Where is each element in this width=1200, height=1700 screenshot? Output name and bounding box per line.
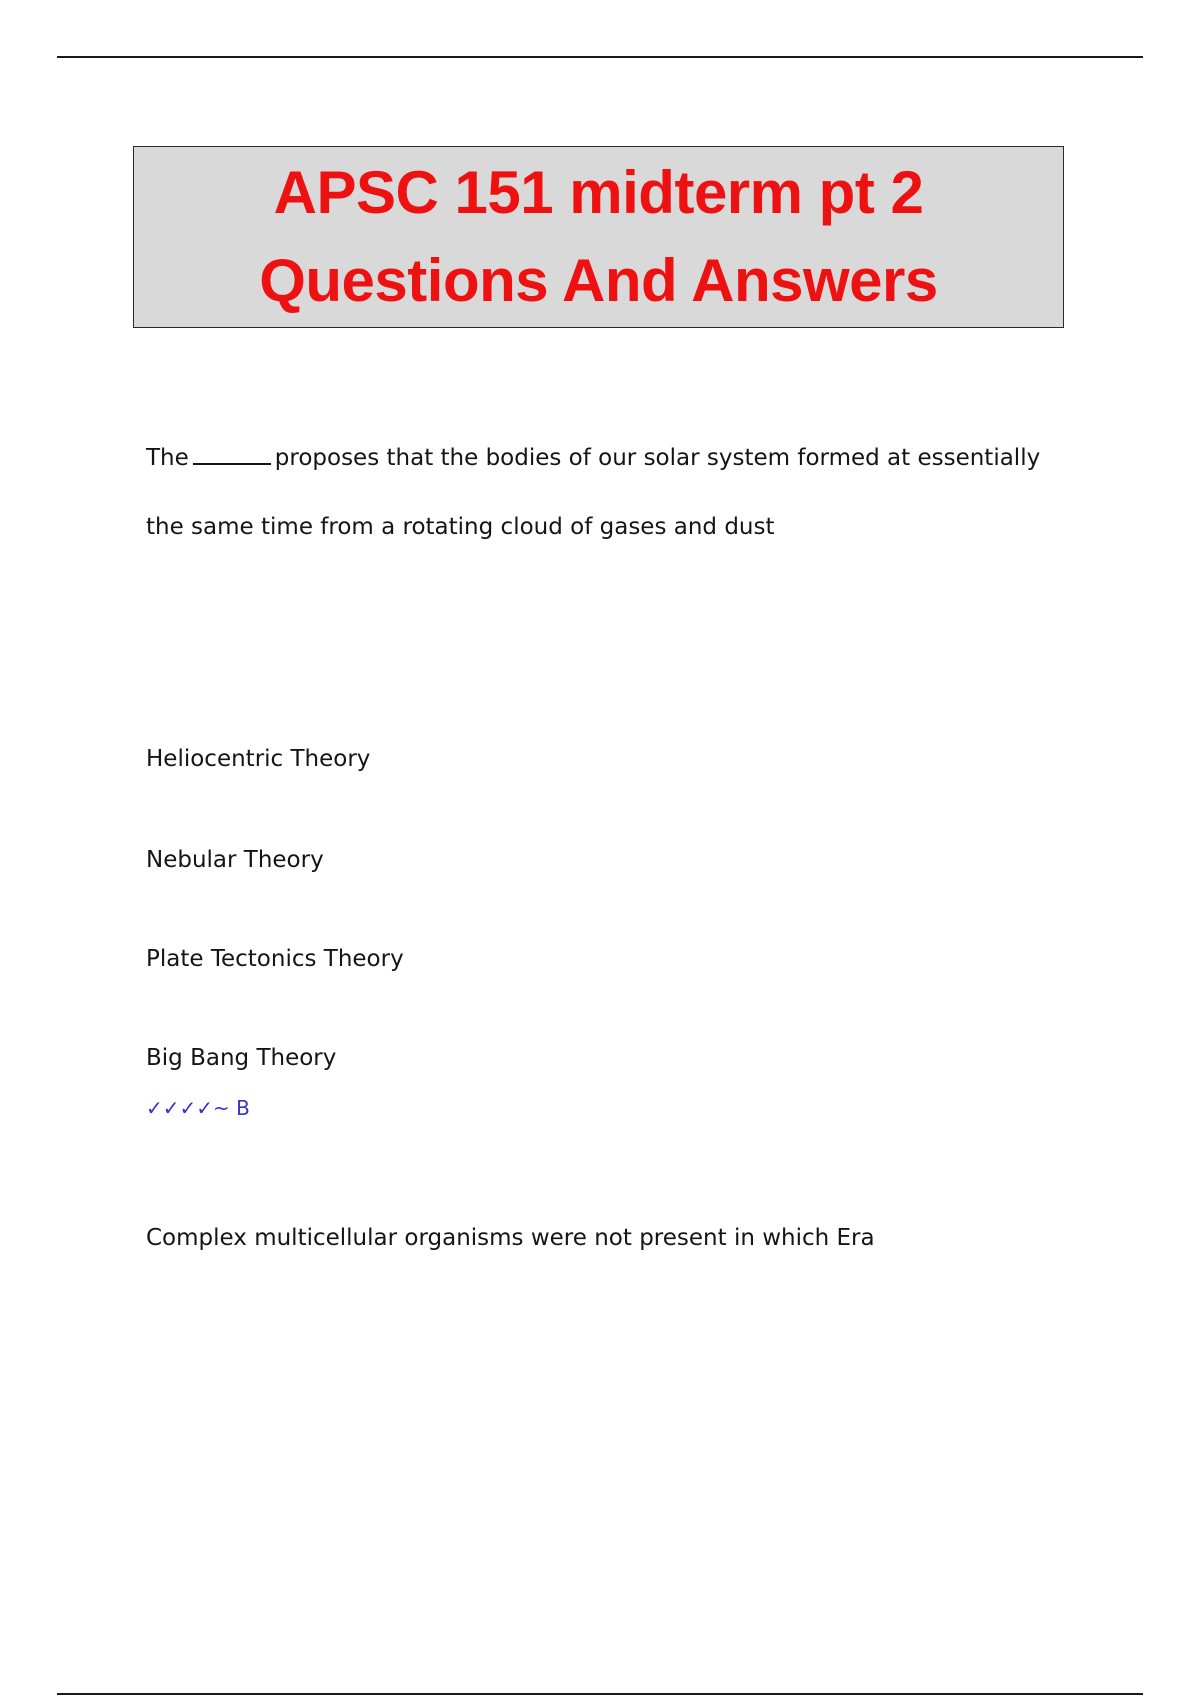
document-title-line-2: Questions And Answers: [259, 247, 938, 314]
option-d: Big Bang Theory: [146, 1045, 337, 1071]
bottom-rule: [57, 1693, 1143, 1695]
document-title-line-1: APSC 151 midterm pt 2: [273, 159, 924, 226]
title-box: [133, 146, 1064, 328]
fill-in-blank: [193, 445, 271, 465]
question-1-line-2: the same time from a rotating cloud of gases and dust: [146, 514, 775, 540]
question-2: Complex multicellular organisms were not present in which Era: [146, 1225, 875, 1251]
option-c: Plate Tectonics Theory: [146, 946, 404, 972]
question-1-prefix: The: [146, 445, 189, 471]
top-rule: [57, 56, 1143, 58]
option-a: Heliocentric Theory: [146, 746, 371, 772]
question-1-line-1: [146, 445, 1066, 471]
question-1-suffix: proposes that the bodies of our solar system formed at essentially: [274, 445, 1041, 471]
option-b: Nebular Theory: [146, 847, 324, 873]
answer-key: ✓✓✓✓~ B: [146, 1096, 250, 1120]
